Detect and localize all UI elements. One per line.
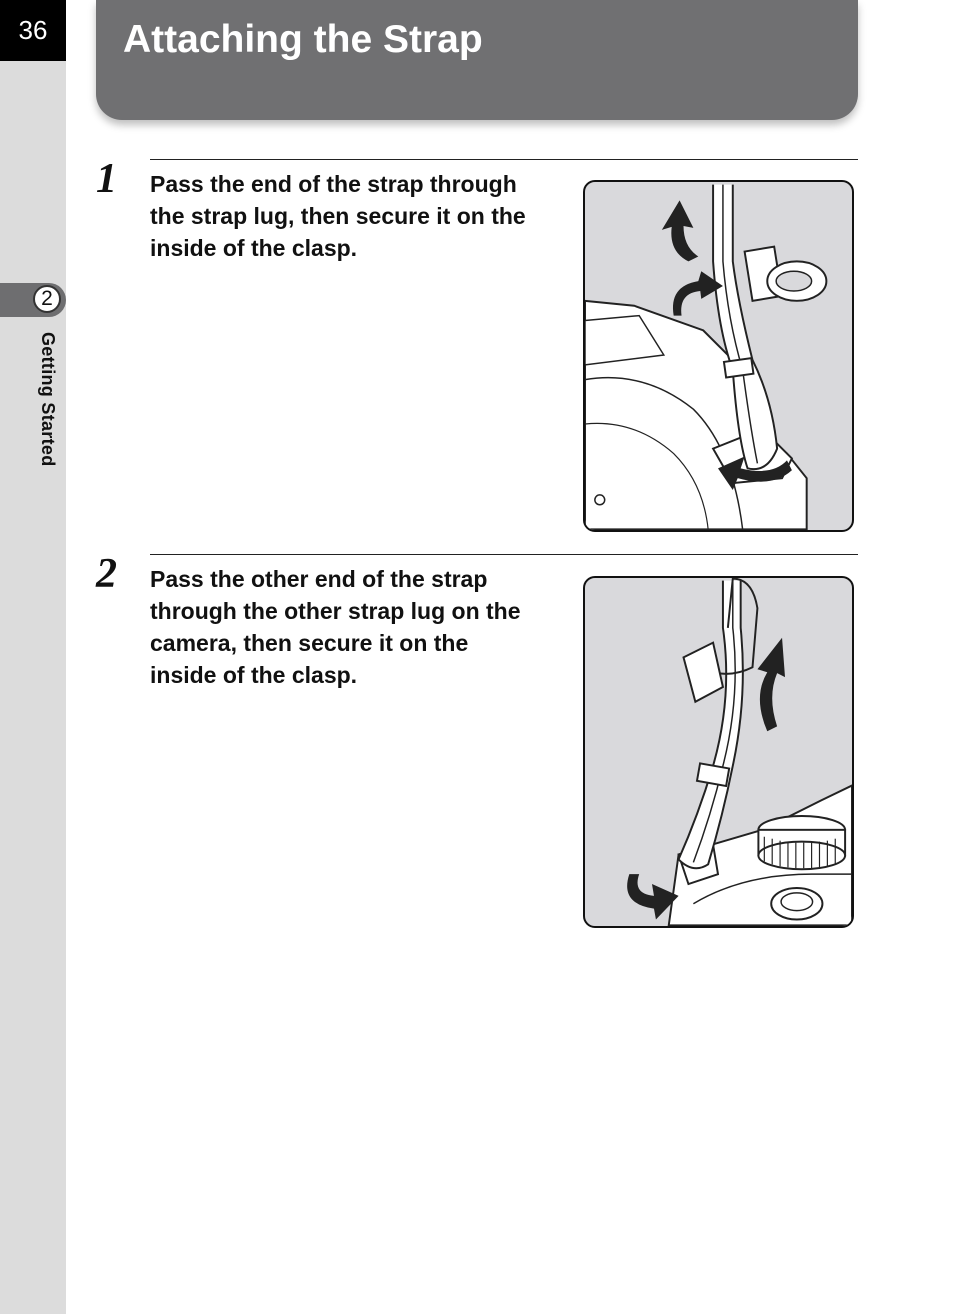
- step-number: 2: [96, 551, 117, 597]
- step-divider: [150, 159, 858, 160]
- step-instruction: Pass the end of the strap through the strap lug, then secure it on the inside of the clasp.: [150, 171, 526, 261]
- step-instruction: Pass the other end of the strap through the other strap lug on the camera, then secure it on the inside of the clasp.: [150, 566, 521, 688]
- camera-strap-drawing: [585, 182, 852, 530]
- chapter-number: 2: [33, 285, 61, 313]
- camera-strap-drawing: [585, 578, 852, 926]
- chapter-label: Getting Started: [38, 332, 58, 467]
- step-divider: [150, 554, 858, 555]
- sidebar: [0, 0, 66, 1314]
- strap-lug-illustration: [583, 180, 854, 532]
- page-number: 36: [0, 0, 66, 61]
- other-strap-lug-illustration: [583, 576, 854, 928]
- step-number: 1: [96, 156, 117, 202]
- page-title: Attaching the Strap: [123, 18, 483, 61]
